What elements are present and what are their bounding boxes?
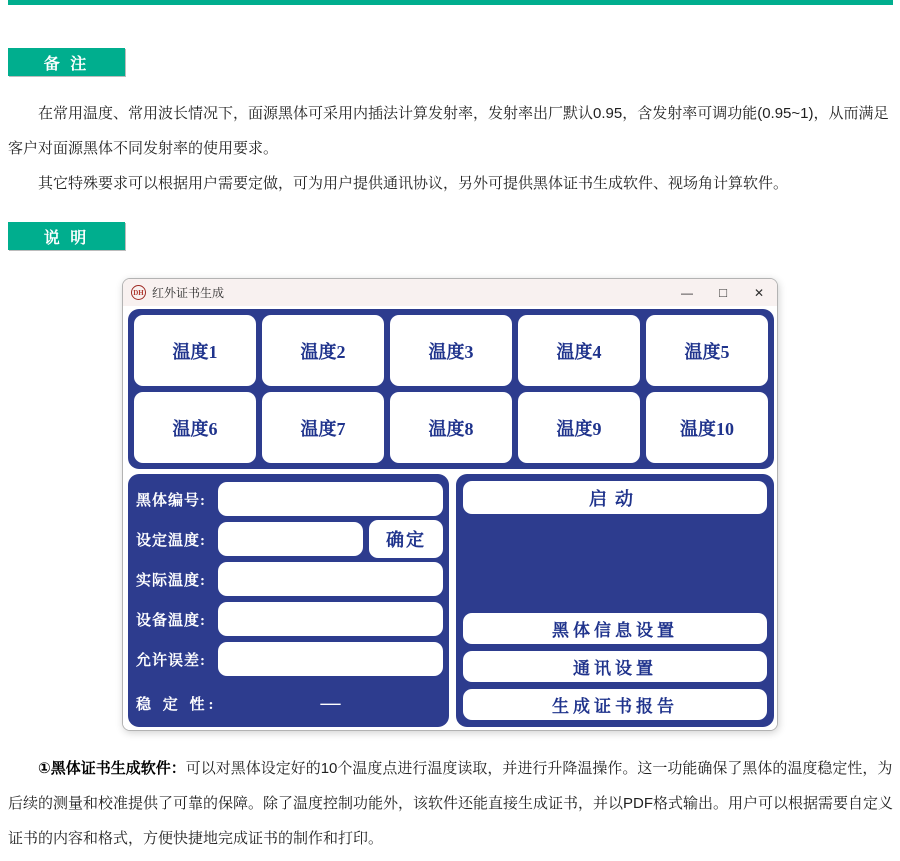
remark-paragraph-1: 在常用温度、常用波长情况下，面源黑体可采用内插法计算发射率，发射率出厂默认0.95，含发射率可调功能(0.95~1)，从而满足客户对面源黑体不同发射率的使用要求。 (8, 105, 889, 157)
action-panel-spacer (463, 514, 767, 606)
stability-label: 稳 定 性: (136, 697, 218, 713)
actual-temperature-input[interactable] (218, 562, 443, 596)
temperature-button-panel (128, 309, 774, 469)
window-controls (669, 279, 777, 306)
blackbody-info-settings-button[interactable]: 黑体信息设置 (463, 613, 767, 644)
device-temperature-label: 设备温度: (136, 612, 206, 629)
close-button[interactable]: ✕ (753, 285, 765, 300)
temp-button-10[interactable]: 温度10 (646, 392, 768, 463)
device-temperature-input[interactable] (218, 602, 443, 636)
temp-button-3[interactable]: 温度3 (390, 315, 512, 386)
temp-button-8[interactable]: 温度8 (390, 392, 512, 463)
software-note-body: 可以对黑体设定好的10个温度点进行温度读取，并进行升降温操作。这一功能确保了黑体的温度稳定性，为后续的测量和校准提供了可靠的保障。除了温度控制功能外，该软件还能直接生成证书，并以PDF格式输出。用户可以根据需要自定义证书的内容和格式，方便快捷地完成证书的制作和打印。 (8, 760, 894, 847)
blackbody-id-input[interactable] (218, 482, 443, 516)
remark-section-text (8, 96, 894, 201)
window-title: 红外证书生成 (152, 286, 225, 300)
software-note-text (8, 751, 894, 856)
temp-button-4[interactable]: 温度4 (518, 315, 640, 386)
temp-button-5[interactable]: 温度5 (646, 315, 768, 386)
window-body (123, 306, 777, 731)
action-button-panel (456, 474, 774, 727)
set-temperature-input[interactable] (218, 522, 363, 556)
blackbody-id-label: 黑体编号: (136, 492, 206, 509)
confirm-button[interactable]: 确定 (369, 520, 443, 558)
set-temperature-label: 设定温度: (136, 532, 206, 549)
temp-button-2[interactable]: 温度2 (262, 315, 384, 386)
form-row-device-temperature (136, 602, 443, 636)
form-row-blackbody-id (136, 482, 443, 516)
section-badge-remark (8, 48, 125, 76)
app-logo-icon: DH (131, 285, 146, 300)
section-badge-description (8, 222, 125, 250)
allowed-error-label: 允许误差: (136, 652, 206, 669)
temp-button-7[interactable]: 温度7 (262, 392, 384, 463)
section-badge-description-label: 说 明 (43, 229, 90, 247)
form-row-stability (136, 686, 443, 721)
window-titlebar[interactable] (123, 279, 777, 306)
minimize-button[interactable]: — (681, 285, 693, 300)
generate-certificate-report-button[interactable]: 生成证书报告 (463, 689, 767, 720)
remark-paragraph-2: 其它特殊要求可以根据用户需要定做，可为用户提供通讯协议，另外可提供黑体证书生成软件、视场角计算软件。 (38, 175, 789, 192)
form-row-set-temperature (136, 522, 443, 556)
software-note-lead: ①黑体证书生成软件： (38, 760, 186, 777)
app-window (122, 278, 778, 731)
actual-temperature-label: 实际温度: (136, 572, 206, 589)
form-row-allowed-error (136, 642, 443, 676)
top-divider (8, 0, 893, 5)
blackbody-form-panel (128, 474, 449, 727)
communication-settings-button[interactable]: 通讯设置 (463, 651, 767, 682)
maximize-button[interactable]: □ (719, 285, 727, 300)
stability-value: — (320, 692, 341, 714)
section-badge-remark-label: 备 注 (43, 55, 90, 73)
start-button[interactable]: 启动 (463, 481, 767, 514)
allowed-error-input[interactable] (218, 642, 443, 676)
temp-button-6[interactable]: 温度6 (134, 392, 256, 463)
temp-button-1[interactable]: 温度1 (134, 315, 256, 386)
temp-button-9[interactable]: 温度9 (518, 392, 640, 463)
form-row-actual-temperature (136, 562, 443, 596)
